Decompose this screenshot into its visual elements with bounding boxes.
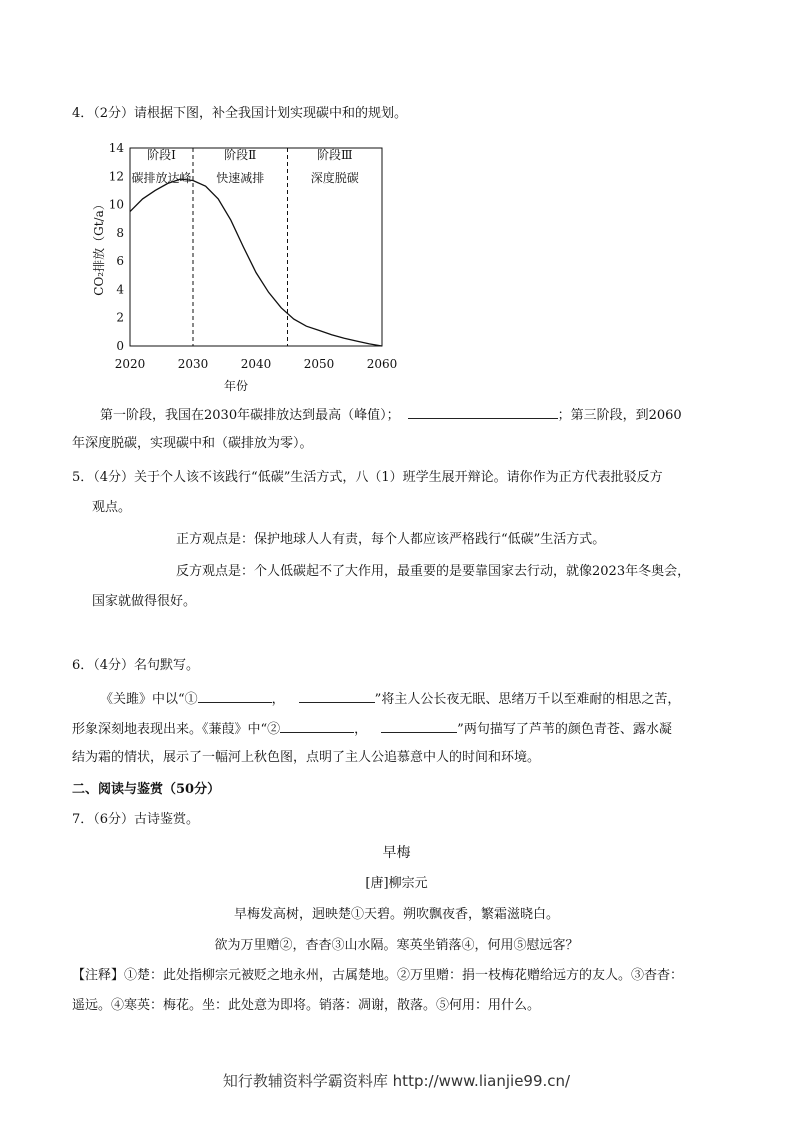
- x-tick-label: 2040: [240, 357, 272, 371]
- stage-label: 阶段Ⅲ: [316, 148, 353, 162]
- poem-author: [唐]柳宗元: [365, 876, 428, 891]
- stage-note: 碳排放达峰: [131, 171, 192, 185]
- stage-note: 深度脱碳: [310, 171, 359, 185]
- q4-answer-pre: 第一阶段，我国在2030年碳排放达到最高（峰值）；: [100, 408, 400, 423]
- q6-line3: 结为霜的情状，展示了一幅河上秋色图，点明了主人公追慕意中人的时间和环境。: [72, 750, 541, 765]
- q5-con-view-line2: 国家就做得很好。: [92, 594, 197, 609]
- q6-line2: [72, 718, 733, 740]
- x-tick-label: 2050: [303, 357, 335, 371]
- q4-answer-mid: ；第三阶段，到2060: [557, 408, 682, 423]
- q6-stem: 6．（4分）名句默写。: [72, 658, 200, 673]
- emission-series-line: [130, 179, 382, 346]
- co2-emission-chart: [88, 142, 408, 397]
- q4-answer-blank[interactable]: [408, 404, 558, 419]
- y-tick-label: 10: [108, 197, 124, 212]
- q6-blank-2a[interactable]: [280, 718, 354, 733]
- x-tick-label: 2060: [366, 357, 398, 371]
- q4-answer-line2: 年深度脱碳，实现碳中和（碳排放为零）。: [72, 436, 313, 451]
- poem-line-1: 早梅发高树，迥映楚①天碧。朔吹飘夜香，繁霜滋晓白。: [233, 907, 559, 922]
- stage-label: 阶段Ⅰ: [147, 148, 176, 162]
- poem-notes-line2: 遥远。④寒英：梅花。坐：此处意为即将。销落：凋谢，散落。⑤何用：用什么。: [72, 998, 541, 1013]
- q6-blank-1b[interactable]: [299, 688, 375, 703]
- poem-notes-line1: 【注释】①楚：此处指柳宗元被贬之地永州，古属楚地。②万里赠：捐一枝梅花赠给远方的友人。③杳杳：: [72, 968, 684, 983]
- x-axis-label: 年份: [223, 379, 249, 393]
- poem-line-2: 欲为万里赠②，杳杳③山水隔。寒英坐销落④，何用⑤慰远客？: [214, 938, 579, 953]
- y-tick-label: 4: [116, 282, 124, 297]
- q6-blank-1a[interactable]: [198, 688, 272, 703]
- q6-l1-a: 《关雎》中以“①: [100, 692, 198, 707]
- stage-note: 快速减排: [216, 171, 265, 185]
- y-tick-label: 14: [108, 142, 124, 155]
- q6-l2-sep: ，: [354, 722, 368, 737]
- y-tick-label: 12: [108, 169, 124, 184]
- y-tick-label: 6: [116, 254, 124, 269]
- q5-pro-view: 正方观点是：保护地球人人有责，每个人都应该严格践行“低碳”生活方式。: [176, 532, 606, 547]
- y-tick-label: 2: [116, 310, 124, 325]
- stage-label: 阶段Ⅱ: [224, 148, 257, 162]
- footer-watermark: 知行教辅资料学霸资料库 http://www.lianjie99.cn/: [222, 1072, 571, 1090]
- q6-l2: 形象深刻地表现出来。《蒹葭》中“②: [72, 722, 281, 737]
- q5-stem-line2: 观点。: [92, 500, 132, 515]
- y-axis-label: CO₂排放（Gt/a）: [92, 198, 106, 296]
- q7-stem: 7．（6分）古诗鉴赏。: [72, 812, 200, 827]
- y-tick-label: 8: [116, 225, 124, 240]
- q5-stem-line1: 5．（4分）关于个人该不该践行“低碳”生活方式，八（1）班学生展开辩论。请你作为正方代表批驳反方: [72, 470, 663, 485]
- x-tick-label: 2020: [114, 357, 146, 371]
- y-tick-label: 0: [116, 339, 124, 353]
- x-tick-label: 2030: [177, 357, 209, 371]
- q6-l1-b: ”将主人公长夜无眠、思绪万千以至难耐的相思之苦，: [374, 692, 681, 707]
- q6-l2-b: ”两句描写了芦苇的颜色青苍、露水凝: [457, 722, 672, 737]
- q4-answer-line1: [100, 404, 733, 426]
- q6-l1-sep: ，: [271, 692, 285, 707]
- q4-stem: 4．（2分）请根据下图，补全我国计划实现碳中和的规划。: [72, 106, 408, 121]
- section-2-title: 二、阅读与鉴赏（50分）: [72, 782, 221, 797]
- q6-blank-2b[interactable]: [381, 718, 457, 733]
- q6-line1: [100, 688, 733, 710]
- q5-con-view-line1: 反方观点是：个人低碳起不了大作用，最重要的是要靠国家去行动，就像2023年冬奥会，: [176, 564, 691, 579]
- poem-title: 早梅: [382, 845, 411, 861]
